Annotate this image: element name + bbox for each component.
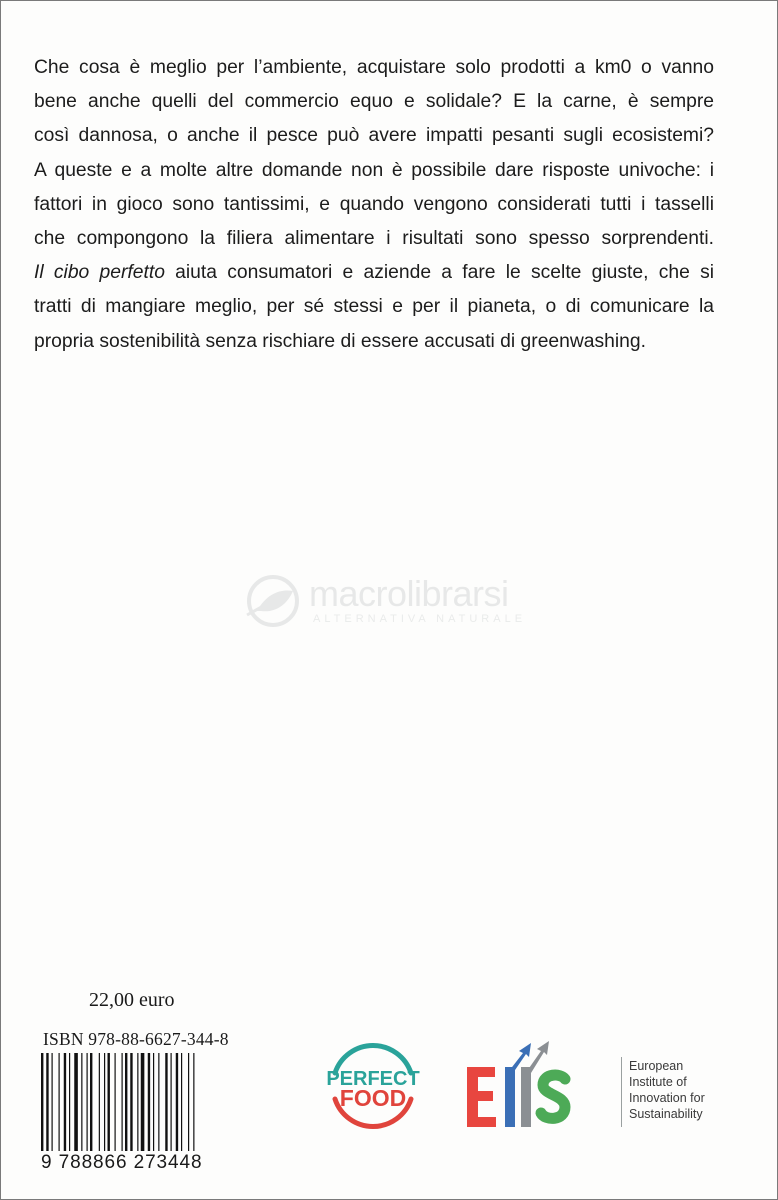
macrolibrarsi-watermark [243, 571, 543, 631]
barcode-bar [188, 1053, 189, 1151]
eiis-institute-name [629, 1058, 705, 1122]
blurb-line: fattori in gioco sono tantissimi, e quando vengono considerati tutti i tasselli [34, 193, 714, 215]
eiis-name-line: Institute of [629, 1075, 687, 1089]
barcode-bar [64, 1053, 66, 1151]
eiis-name-line: European [629, 1059, 684, 1073]
blurb-line: che compongono la filiera alimentare i risultati sono spesso sorprendenti. [34, 228, 714, 250]
barcode-bar [52, 1053, 53, 1151]
perfect-food-logo [325, 1037, 421, 1135]
eiis-logo [465, 1035, 615, 1133]
barcode-bar [74, 1053, 78, 1151]
blurb-line: così dannosa, o anche il pesce può avere impatti pesanti sugli ecosistemi? [34, 125, 714, 147]
blurb-line [34, 256, 714, 290]
blurb-line-rest: aiuta consumatori e aziende a fare le scelte giuste, che si [164, 262, 714, 284]
eiis-name-line: Sustainability [629, 1107, 703, 1121]
eiis-divider [621, 1057, 622, 1127]
barcode-bar [59, 1053, 60, 1151]
price-label: 22,00 euro [89, 989, 175, 1011]
barcode-bar [171, 1053, 172, 1151]
barcode-bar [81, 1053, 82, 1151]
blurb-line: bene anche quelli del commercio equo e solidale? E la carne, è sempre [34, 91, 714, 113]
barcode-bar [115, 1053, 116, 1151]
barcode-bar [158, 1053, 159, 1151]
barcode-bar [46, 1053, 48, 1151]
barcode-bar [41, 1053, 43, 1151]
barcode-bar [122, 1053, 123, 1151]
blurb-line: A queste e a molte altre domande non è possibile dare risposte univoche: i [34, 159, 714, 181]
barcode-bar [104, 1053, 105, 1151]
leaf-circle-icon [243, 571, 303, 631]
perfect-food-line1: PERFECT [326, 1068, 420, 1090]
barcode-bar [176, 1053, 178, 1151]
barcode-bar [141, 1053, 145, 1151]
barcode-bar [87, 1053, 88, 1151]
blurb-line: Che cosa è meglio per l’ambiente, acquistare solo prodotti a km0 o vanno [34, 57, 714, 78]
barcode-bar [193, 1053, 194, 1151]
watermark-tagline: ALTERNATIVA NATURALE [313, 613, 527, 625]
barcode-bar [148, 1053, 150, 1151]
barcode-digits: 9 788866 273448 [41, 1152, 203, 1173]
watermark-brand: macrolibrarsi [309, 573, 509, 614]
barcode-bar [125, 1053, 127, 1151]
eiis-name-line: Innovation for [629, 1091, 705, 1105]
back-cover-blurb [34, 51, 714, 359]
blurb-line: propria sostenibilità senza rischiare di essere accusati di greenwashing. [34, 330, 646, 352]
barcode [41, 1053, 234, 1151]
barcode-bar [108, 1053, 110, 1151]
blurb-line: tratti di mangiare meglio, per sé stessi e per il pianeta, o di comunicare la [34, 296, 714, 318]
barcode-bar [153, 1053, 154, 1151]
barcode-bar [130, 1053, 132, 1151]
barcode-bar [137, 1053, 138, 1151]
barcode-bar [181, 1053, 182, 1151]
barcode-bar [69, 1053, 70, 1151]
isbn-label: ISBN 978-88-6627-344-8 [43, 1029, 229, 1049]
book-title-italic: Il cibo perfetto [34, 262, 165, 284]
perfect-food-line2: FOOD [339, 1085, 407, 1111]
barcode-bar [165, 1053, 167, 1151]
barcode-bar [90, 1053, 92, 1151]
barcode-bar [99, 1053, 100, 1151]
